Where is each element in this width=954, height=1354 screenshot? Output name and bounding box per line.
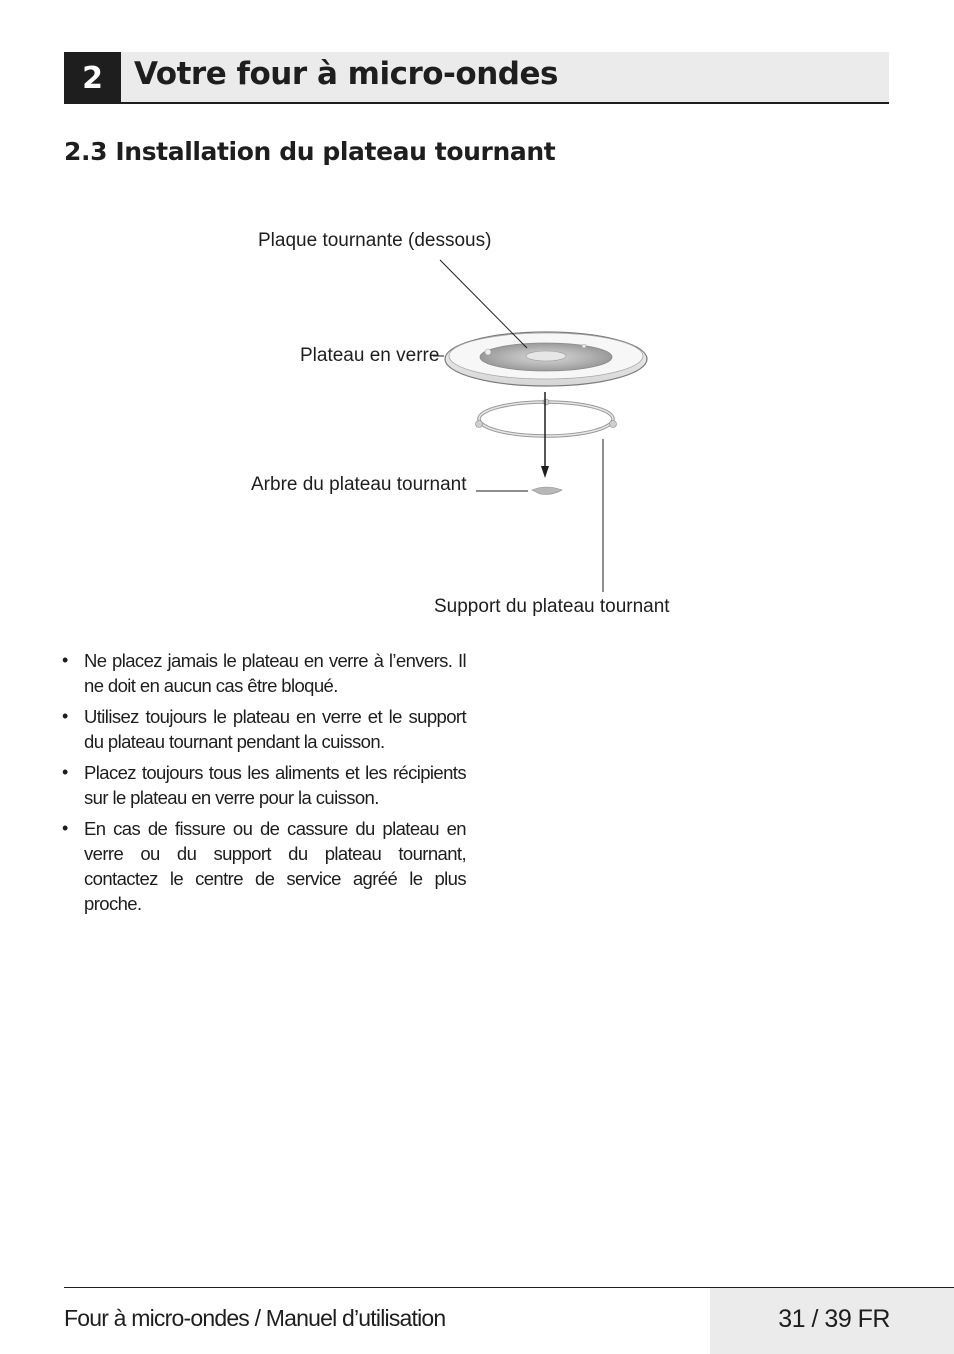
list-item [60, 816, 466, 916]
list-item [60, 648, 466, 698]
chapter-title: Votre four à micro-ondes [134, 56, 558, 92]
shaft-illustration [532, 392, 562, 495]
section-title: 2.3 Installation du plateau tournant [64, 137, 556, 166]
list-item-text: En cas de fissure ou de cassure du plateau en verre ou du support du plateau tournant, contactez le centre de service agréé le plus proche. [84, 818, 466, 914]
list-item-text: Placez toujours tous les aliments et les récipients sur le plateau en verre pour la cuisson. [84, 762, 466, 808]
bullet-icon: • [62, 762, 68, 782]
bullet-icon: • [62, 706, 68, 726]
label-shaft: Arbre du plateau tournant [251, 474, 467, 495]
bullet-icon: • [62, 650, 68, 670]
turntable-diagram [0, 0, 954, 640]
instruction-list [60, 648, 466, 922]
chapter-number: 2 [64, 52, 121, 104]
leader-line-plate [440, 260, 527, 348]
label-turntable-plate: Plaque tournante (dessous) [258, 230, 492, 251]
label-support: Support du plateau tournant [434, 596, 670, 617]
list-item-text: Utilisez toujours le plateau en verre et le support du plateau tournant pendant la cuisson. [84, 706, 466, 752]
footer-page-number: 31 / 39 FR [778, 1305, 890, 1333]
roller-ring-illustration [476, 399, 617, 436]
footer-manual-title: Four à micro-ondes / Manuel d’utilisation [64, 1305, 446, 1331]
list-item [60, 760, 466, 810]
list-item-text: Ne placez jamais le plateau en verre à l’envers. Il ne doit en aucun cas être bloqué. [84, 650, 466, 696]
label-glass-tray: Plateau en verre [300, 345, 440, 366]
glass-tray-illustration [445, 332, 647, 386]
list-item [60, 704, 466, 754]
bullet-icon: • [62, 818, 68, 838]
